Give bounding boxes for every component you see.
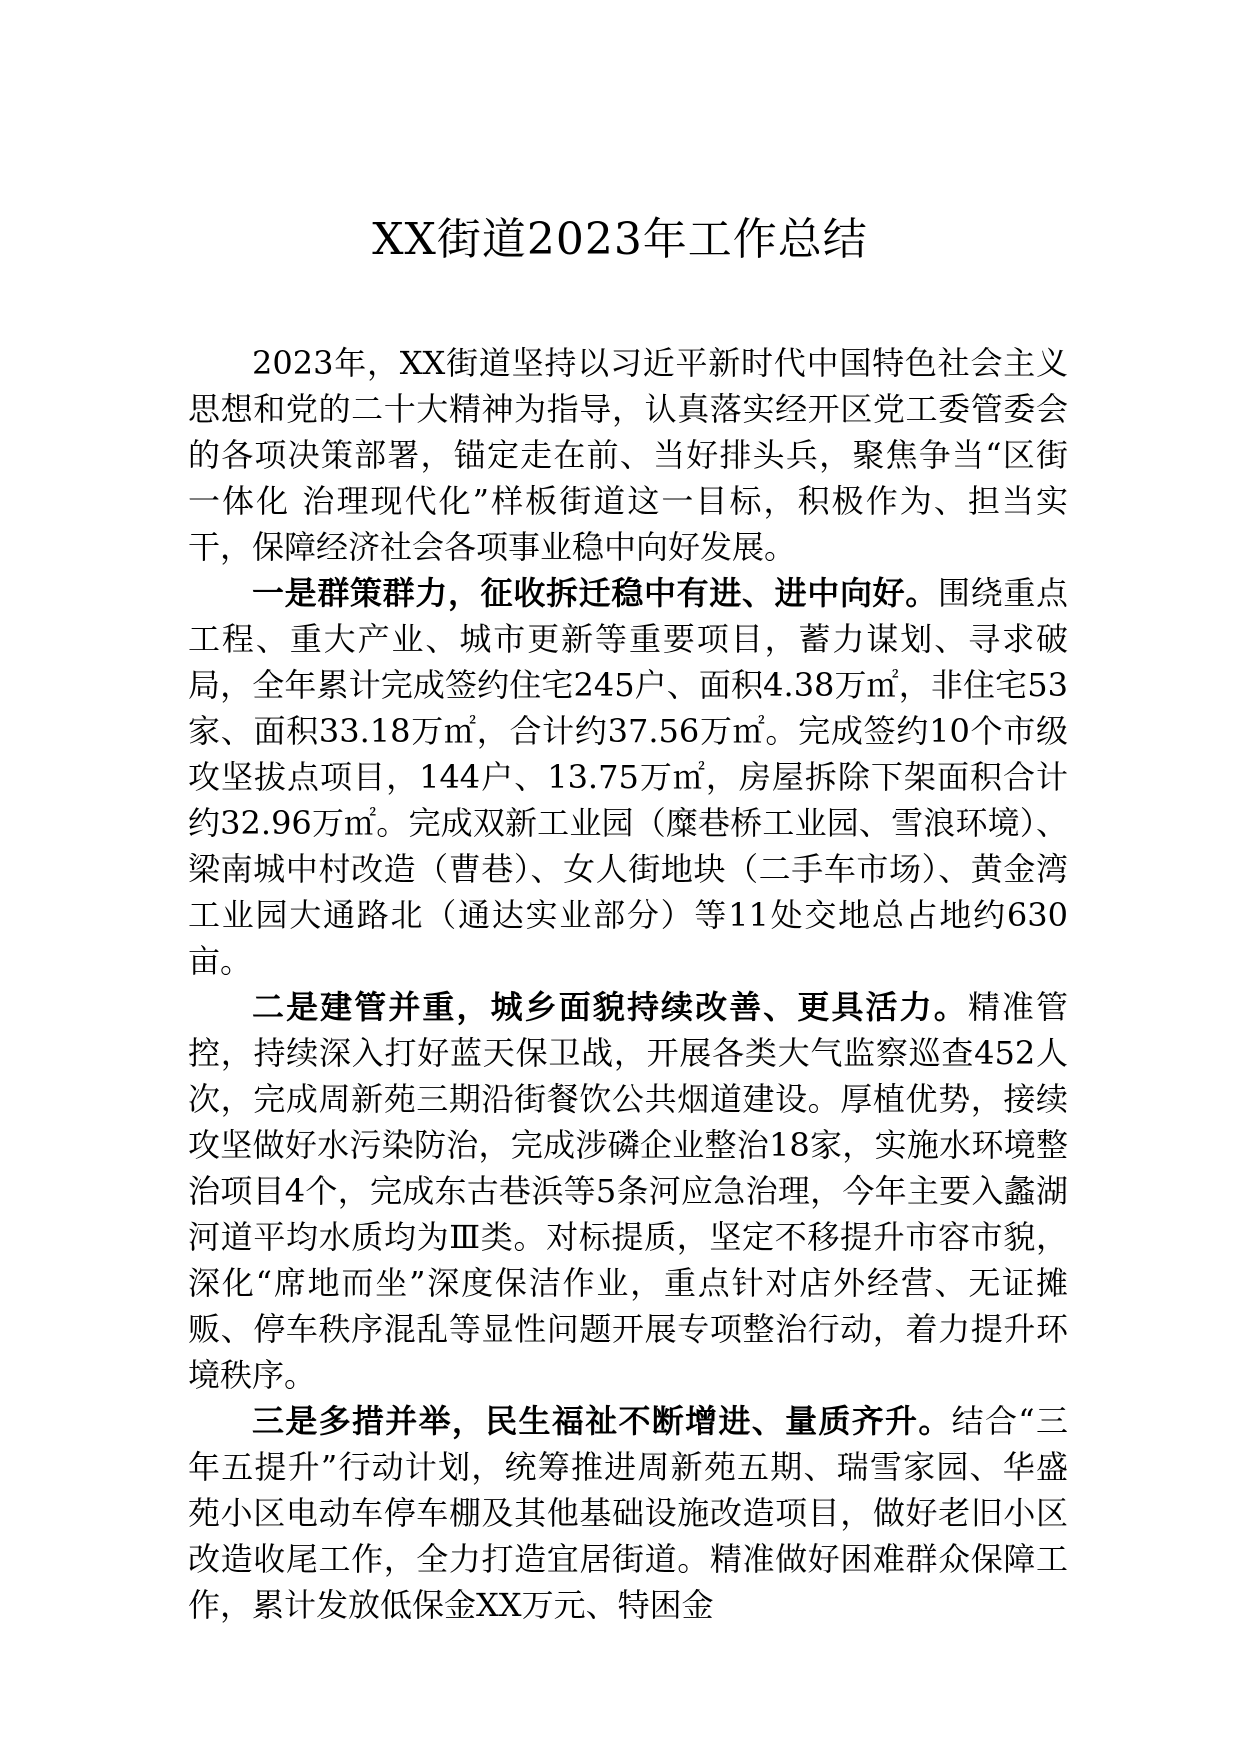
paragraph-section-3: [188, 1398, 1068, 1628]
document-body: [188, 340, 1068, 1628]
section-heading: 一是群策群力，征收拆迁稳中有进、进中向好。: [252, 574, 938, 612]
paragraph-section-2: [188, 984, 1068, 1398]
section-heading: 三是多措并举，民生福祉不断增进、量质齐升。: [252, 1402, 952, 1440]
paragraph-section-1: [188, 570, 1068, 984]
paragraph-text: 精准管控，持续深入打好蓝天保卫战，开展各类大气监察巡查452人次，完成周新苑三期沿街餐饮公共烟道建设。厚植优势，接续攻坚做好水污染防治，完成涉磷企业整治18家，实施水环境整治项目4个，完成东古巷浜等5条河应急治理，今年主要入蠡湖河道平均水质均为Ⅲ类。对标提质，坚定不移提升市容市貌，深化“席地而坐”深度保洁作业，重点针对店外经营、无证摊贩、停车秩序混乱等显性问题开展专项整治行动，着力提升环境秩序。: [188, 988, 1068, 1394]
paragraph-text: 围绕重点工程、重大产业、城市更新等重要项目，蓄力谋划、寻求破局，全年累计完成签约住宅245户、面积4.38万㎡，非住宅53家、面积33.18万㎡，合计约37.56万㎡。完成签约10个市级攻坚拔点项目，144户、13.75万㎡，房屋拆除下架面积合计约32.96万㎡。完成双新工业园（糜巷桥工业园、雪浪环境）、梁南城中村改造（曹巷）、女人街地块（二手车市场）、黄金湾工业园大通路北（通达实业部分）等11处交地总占地约630亩。: [188, 574, 1068, 980]
paragraph-text: 结合“三年五提升”行动计划，统筹推进周新苑五期、瑞雪家园、华盛苑小区电动车停车棚及其他基础设施改造项目，做好老旧小区改造收尾工作，全力打造宜居街道。精准做好困难群众保障工作，累计发放低保金XX万元、特困金: [188, 1402, 1068, 1624]
paragraph-text: 2023年，XX街道坚持以习近平新时代中国特色社会主义思想和党的二十大精神为指导，认真落实经开区党工委管委会的各项决策部署，锚定走在前、当好排头兵，聚焦争当“区街一体化 治理现代化”样板街道这一目标，积极作为、担当实干，保障经济社会各项事业稳中向好发展。: [188, 344, 1068, 566]
document-title: XX街道2023年工作总结: [372, 214, 868, 265]
paragraph-intro: [188, 340, 1068, 570]
section-heading: 二是建管并重，城乡面貌持续改善、更具活力。: [252, 988, 968, 1026]
